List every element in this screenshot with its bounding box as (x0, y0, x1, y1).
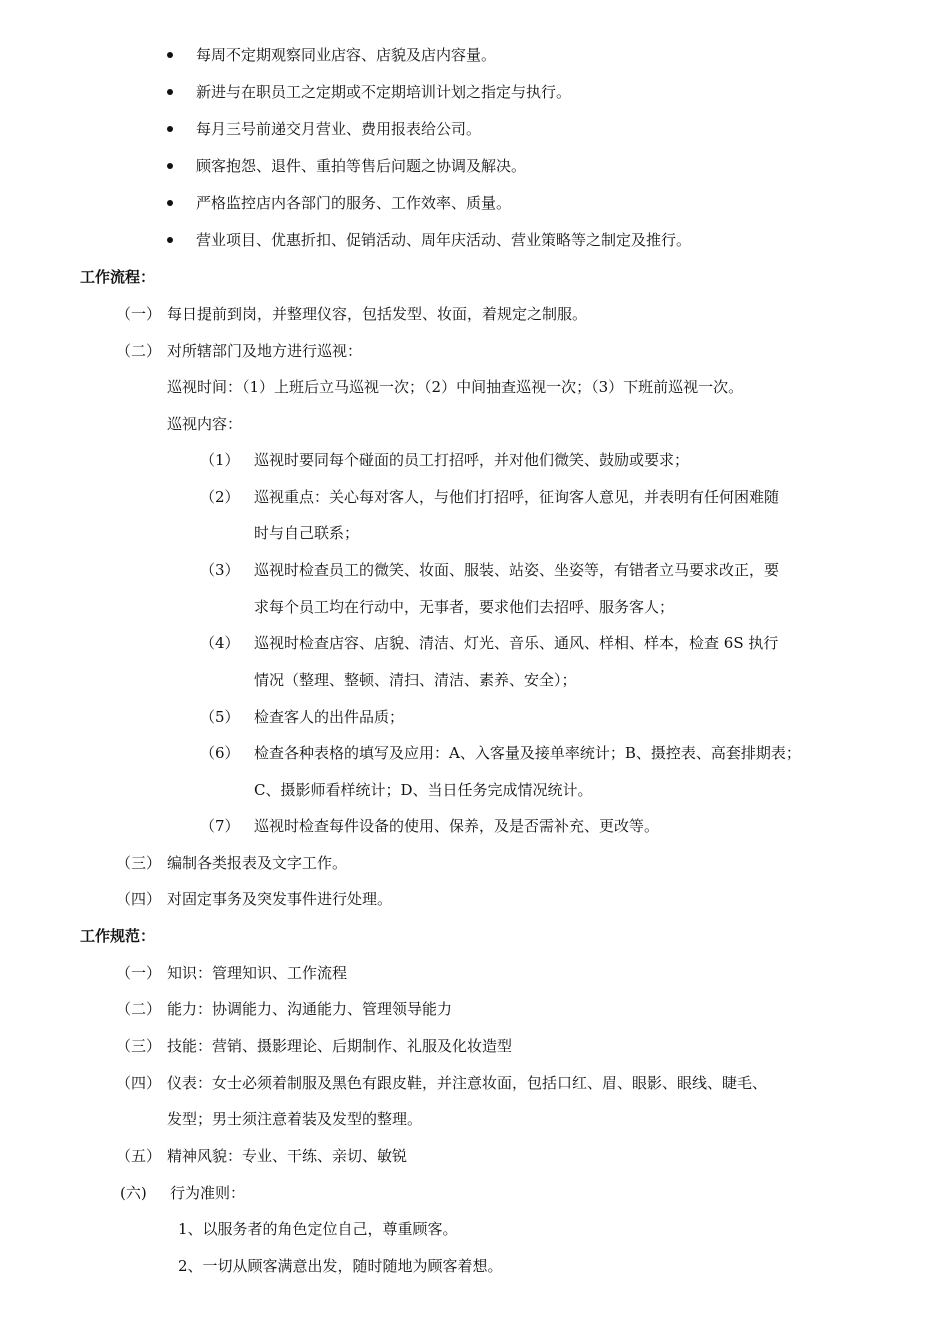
section-heading-norms: 工作规范： (80, 927, 156, 945)
bullet-icon (167, 89, 173, 95)
sub-item-text: 巡视时检查每件设备的使用、保养，及是否需补充、更改等。 (254, 817, 660, 835)
bullet-icon (167, 52, 173, 58)
sub-item-text: 检查各种表格的填写及应用：A、入客量及接单率统计；B、摄控表、高套排期表； (254, 744, 801, 762)
item-text: 精神风貌：专业、干练、亲切、敏锐 (167, 1147, 408, 1165)
item-text: 仪表：女士必须着制服及黑色有跟皮鞋，并注意妆面，包括口红、眉、眼影、眼线、睫毛、 (167, 1074, 768, 1092)
bullet-icon (167, 237, 173, 243)
bullet-item: 严格监控店内各部门的服务、工作效率、质量。 (196, 194, 512, 212)
item-text: 知识：管理知识、工作流程 (167, 964, 348, 982)
sub-item-text-cont: 求每个员工均在行动中，无事者，要求他们去招呼、服务客人； (254, 598, 675, 616)
item-number: （二） (116, 1000, 162, 1018)
sub-item-number: （2） (200, 488, 240, 506)
item-number: （三） (116, 854, 162, 872)
item-text: 技能：营销、摄影理论、后期制作、礼服及化妆造型 (167, 1037, 513, 1055)
item-number: (六) (120, 1184, 147, 1202)
bullet-item: 顾客抱怨、退件、重拍等售后问题之协调及解决。 (196, 157, 527, 175)
item-text: 每日提前到岗，并整理仪容，包括发型、妆面，着规定之制服。 (167, 305, 588, 323)
item-number: （五） (116, 1147, 162, 1165)
sub-item-text: 巡视时要同每个碰面的员工打招呼，并对他们微笑、鼓励或要求； (254, 451, 690, 469)
bullet-item: 每月三号前递交月营业、费用报表给公司。 (196, 120, 482, 138)
sub-item-number: （7） (200, 817, 240, 835)
sub-item-text-cont: 情况（整理、整顿、清扫、清洁、素养、安全）； (254, 671, 577, 689)
sub-item-number: （6） (200, 744, 240, 762)
item-text: 对固定事务及突发事件进行处理。 (167, 890, 393, 908)
sub-item-text-cont: C、摄影师看样统计；D、当日任务完成情况统计。 (254, 781, 593, 799)
sub-item-text: 巡视时检查员工的微笑、妆面、服装、站姿、坐姿等，有错者立马要求改正，要 (254, 561, 780, 579)
bullet-item: 营业项目、优惠折扣、促销活动、周年庆活动、营业策略等之制定及推行。 (196, 231, 692, 249)
sub-item-text: 检查客人的出件品质； (254, 708, 405, 726)
item-text-cont: 发型；男士须注意着装及发型的整理。 (167, 1110, 423, 1128)
patrol-content-label: 巡视内容： (167, 415, 243, 433)
item-number: （二） (116, 342, 162, 360)
sub-item-text-cont: 时与自己联系； (254, 524, 360, 542)
item-text: 行为准则： (170, 1184, 246, 1202)
sub-item-number: （4） (200, 634, 240, 652)
bullet-icon (167, 200, 173, 206)
sub-item-text: 巡视重点：关心每对客人，与他们打招呼，征询客人意见，并表明有任何困难随 (254, 488, 780, 506)
sub-item-number: （5） (200, 708, 240, 726)
item-text: 编制各类报表及文字工作。 (167, 854, 348, 872)
patrol-time: 巡视时间：（1）上班后立马巡视一次；（2）中间抽查巡视一次；（3）下班前巡视一次。 (167, 378, 744, 396)
item-text: 能力：协调能力、沟通能力、管理领导能力 (167, 1000, 453, 1018)
section-heading-workflow: 工作流程： (80, 268, 156, 286)
item-text: 对所辖部门及地方进行巡视： (167, 342, 363, 360)
item-number: （四） (116, 890, 162, 908)
item-number: （一） (116, 964, 162, 982)
rule-item: 2、一切从顾客满意出发，随时随地为顾客着想。 (178, 1257, 503, 1275)
item-number: （三） (116, 1037, 162, 1055)
item-number: （四） (116, 1074, 162, 1092)
rule-item: 1、以服务者的角色定位自己，尊重顾客。 (178, 1220, 458, 1238)
bullet-icon (167, 126, 173, 132)
bullet-icon (167, 163, 173, 169)
item-number: （一） (116, 305, 162, 323)
sub-item-number: （1） (200, 451, 240, 469)
sub-item-text: 巡视时检查店容、店貌、清洁、灯光、音乐、通风、样相、样本，检查 6S 执行 (254, 634, 779, 652)
bullet-item: 每周不定期观察同业店容、店貌及店内容量。 (196, 46, 497, 64)
sub-item-number: （3） (200, 561, 240, 579)
bullet-item: 新进与在职员工之定期或不定期培训计划之指定与执行。 (196, 83, 572, 101)
